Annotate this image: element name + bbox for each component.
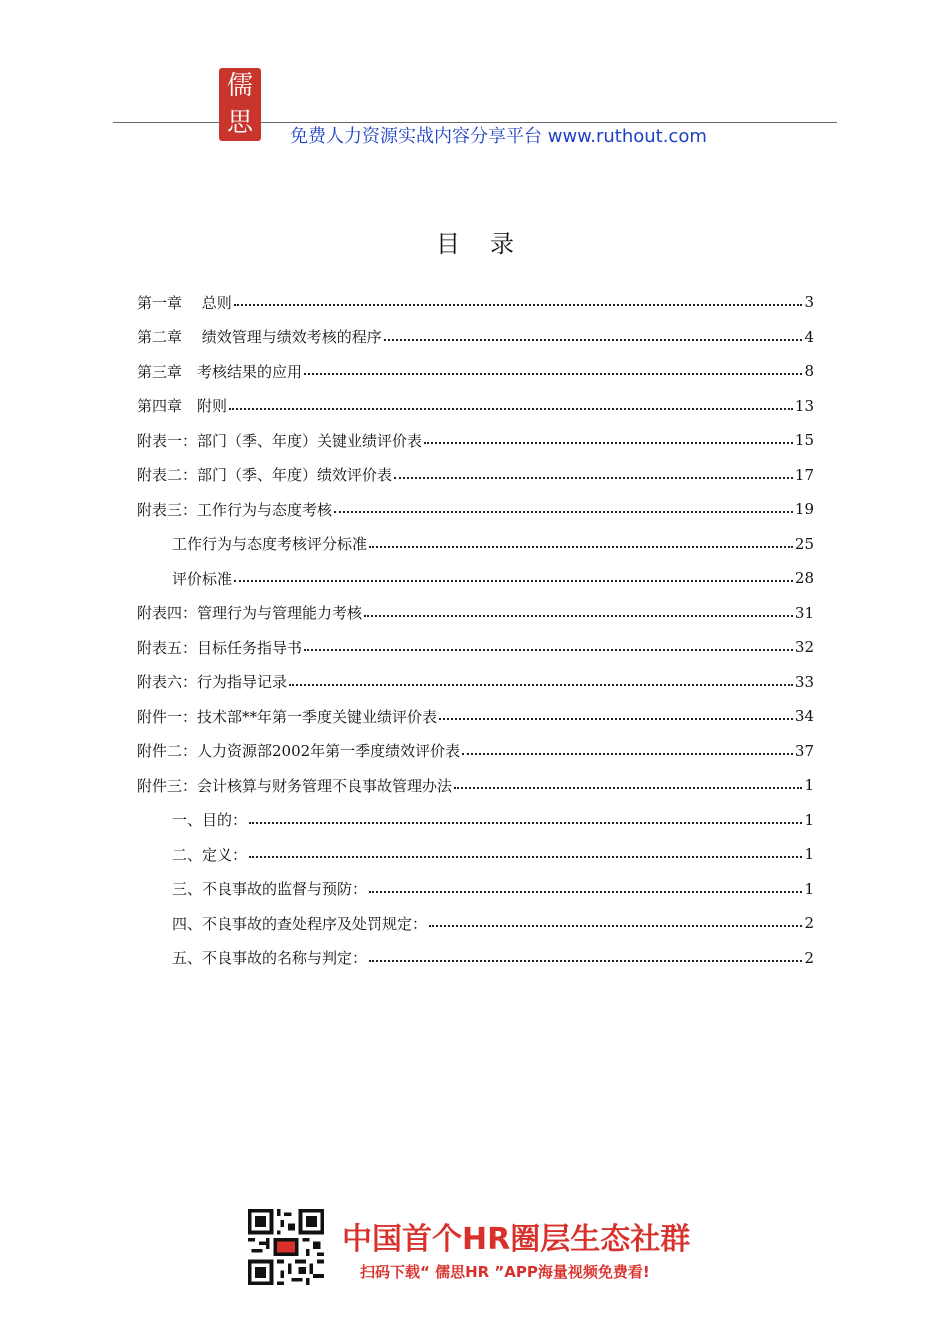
dot-leader <box>424 442 793 444</box>
toc-entry-page: 32 <box>794 638 814 657</box>
toc-entry-label: 附件二：人力资源部2002年第一季度绩效评价表 <box>137 742 461 761</box>
header-slogan[interactable]: 免费人力资源实战内容分享平台 www.ruthout.com <box>290 126 707 147</box>
toc-entry-label: 附表一：部门（季、年度）关键业绩评价表 <box>137 431 423 450</box>
toc-entry-label: 评价标准 <box>172 569 233 588</box>
qr-code-icon[interactable] <box>248 1209 324 1285</box>
toc-entry[interactable] <box>137 596 814 631</box>
toc-entry[interactable] <box>137 630 814 665</box>
toc-entry[interactable] <box>137 354 814 389</box>
toc-list <box>137 285 814 975</box>
dot-leader <box>334 511 793 513</box>
toc-entry-label: 第三章 考核结果的应用 <box>137 362 303 381</box>
dot-leader <box>304 373 802 375</box>
toc-entry-label: 附表五：目标任务指导书 <box>137 638 303 657</box>
toc-entry-page: 15 <box>794 431 814 450</box>
toc-entry-label: 附件一：技术部**年第一季度关键业绩评价表 <box>137 707 438 726</box>
toc-entry-label: 第二章 绩效管理与绩效考核的程序 <box>137 328 382 347</box>
toc-entry-label: 第一章 总则 <box>137 293 232 312</box>
dot-leader <box>439 718 793 720</box>
toc-entry-page: 4 <box>804 327 814 346</box>
toc-entry-page: 31 <box>794 603 814 622</box>
dot-leader <box>364 615 793 617</box>
toc-entry[interactable] <box>137 699 814 734</box>
toc-entry[interactable] <box>137 665 814 700</box>
dot-leader <box>429 925 802 927</box>
dot-leader <box>394 477 793 479</box>
toc-entry[interactable] <box>137 734 814 769</box>
toc-entry-page: 2 <box>804 948 814 967</box>
toc-subentry[interactable] <box>137 837 814 872</box>
footer-subline: 扫码下载“ 儒思HR ”APP海量视频免费看! <box>360 1263 650 1281</box>
toc-entry[interactable] <box>137 285 814 320</box>
dot-leader <box>369 546 793 548</box>
dot-leader <box>249 822 802 824</box>
toc-subentry[interactable] <box>137 872 814 907</box>
toc-entry[interactable] <box>137 320 814 355</box>
toc-entry-page: 1 <box>804 879 814 898</box>
toc-entry-label: 第四章 附则 <box>137 397 228 416</box>
dot-leader <box>384 339 803 341</box>
footer-headline: 中国首个HR圈层生态社群 <box>342 1222 691 1257</box>
toc-entry-page: 8 <box>804 362 814 381</box>
toc-entry-page: 17 <box>794 465 814 484</box>
toc-entry-page: 2 <box>804 914 814 933</box>
toc-entry-page: 34 <box>794 707 814 726</box>
toc-entry-page: 3 <box>804 293 814 312</box>
dot-leader <box>234 580 793 582</box>
toc-entry-page: 1 <box>804 845 814 864</box>
toc-entry-page: 33 <box>794 672 814 691</box>
toc-entry-label: 附件三：会计核算与财务管理不良事故管理办法 <box>137 776 453 795</box>
toc-entry-page: 28 <box>794 569 814 588</box>
toc-entry[interactable] <box>137 389 814 424</box>
toc-entry-label: 工作行为与态度考核评分标准 <box>172 535 368 554</box>
toc-entry-label: 三、不良事故的监督与预防： <box>172 880 368 899</box>
toc-subentry[interactable] <box>137 941 814 976</box>
toc-entry-label: 一、目的： <box>172 811 248 830</box>
toc-entry[interactable] <box>137 768 814 803</box>
dot-leader <box>462 753 793 755</box>
toc-entry-label: 五、不良事故的名称与判定： <box>172 949 368 968</box>
toc-subentry[interactable] <box>137 561 814 596</box>
toc-entry-page: 25 <box>794 534 814 553</box>
toc-entry-label: 附表二：部门（季、年度）绩效评价表 <box>137 466 393 485</box>
toc-entry-page: 1 <box>804 810 814 829</box>
toc-entry[interactable] <box>137 423 814 458</box>
dot-leader <box>454 787 802 789</box>
toc-entry-label: 附表六：行为指导记录 <box>137 673 288 692</box>
dot-leader <box>234 304 803 306</box>
toc-entry-label: 附表四：管理行为与管理能力考核 <box>137 604 363 623</box>
toc-entry-page: 1 <box>804 776 814 795</box>
toc-entry-label: 二、定义： <box>172 845 248 864</box>
dot-leader <box>229 408 793 410</box>
toc-entry-page: 13 <box>794 396 814 415</box>
logo-char-ru: 儒 <box>226 71 253 102</box>
dot-leader <box>304 649 793 651</box>
toc-entry-label: 附表三：工作行为与态度考核 <box>137 500 333 519</box>
dot-leader <box>369 960 802 962</box>
toc-entry[interactable] <box>137 458 814 493</box>
toc-subentry[interactable] <box>137 906 814 941</box>
toc-entry[interactable] <box>137 492 814 527</box>
dot-leader <box>369 891 802 893</box>
logo-char-si: 思 <box>226 107 253 138</box>
dot-leader <box>289 684 793 686</box>
ruthout-logo-seal <box>219 68 261 141</box>
toc-title: 目录 <box>436 230 544 258</box>
toc-entry-page: 37 <box>794 741 814 760</box>
toc-entry-label: 四、不良事故的查处程序及处罚规定： <box>172 914 428 933</box>
toc-entry-page: 19 <box>794 500 814 519</box>
toc-subentry[interactable] <box>137 527 814 562</box>
dot-leader <box>249 856 802 858</box>
toc-subentry[interactable] <box>137 803 814 838</box>
